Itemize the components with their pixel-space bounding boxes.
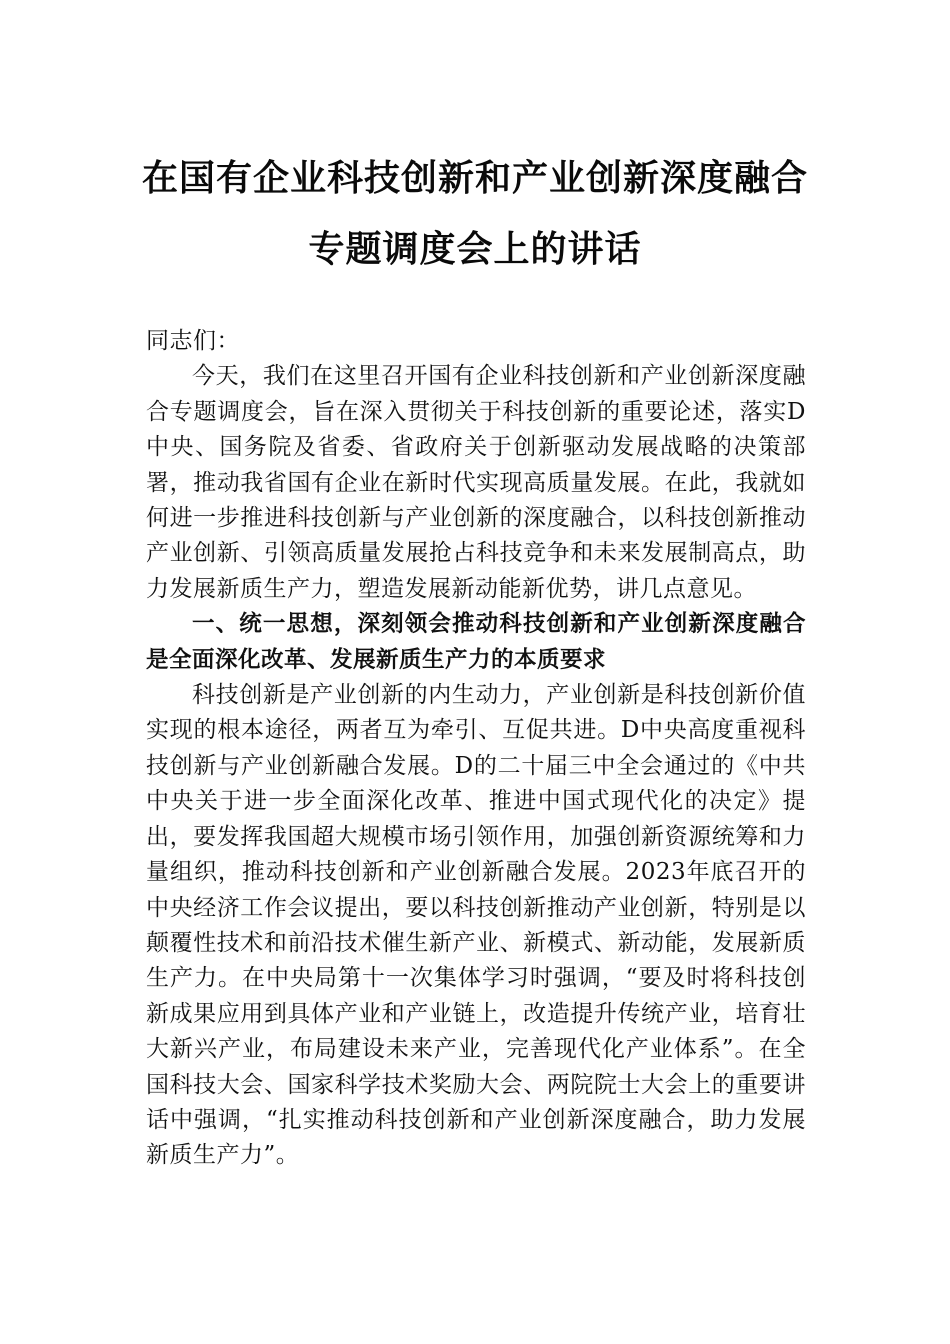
section-heading-1: 一、统一思想，深刻领会推动科技创新和产业创新深度融合是全面深化改革、发展新质生产力的本质要求 (146, 611, 806, 673)
document-body (146, 324, 806, 1174)
title-line-1: 在国有企业科技创新和产业创新深度融合 (141, 157, 808, 199)
intro-paragraph: 今天，我们在这里召开国有企业科技创新和产业创新深度融合专题调度会，旨在深入贯彻关于科技创新的重要论述，落实D中央、国务院及省委、省政府关于创新驱动发展战略的决策部署，推动我省国有企业在新时代实现高质量发展。在此，我就如何进一步推进科技创新与产业创新的深度融合，以科技创新推动产业创新、引领高质量发展抢占科技竞争和未来发展制高点，助力发展新质生产力，塑造发展新动能新优势，讲几点意见。 (146, 363, 806, 602)
title-line-2: 专题调度会上的讲话 (308, 228, 642, 270)
salutation: 同志们： (146, 328, 240, 354)
document-title (0, 157, 950, 270)
section-paragraph-1: 科技创新是产业创新的内生动力，产业创新是科技创新价值实现的根本途径，两者互为牵引、互促共进。D中央高度重视科技创新与产业创新融合发展。D的二十届三中全会通过的《中共中央关于进一步全面深化改革、推进中国式现代化的决定》提出，要发挥我国超大规模市场引领作用，加强创新资源统筹和力量组织，推动科技创新和产业创新融合发展。2023年底召开的中央经济工作会议提出，要以科技创新推动产业创新，特别是以颠覆性技术和前沿技术催生新产业、新模式、新动能，发展新质生产力。在中央局第十一次集体学习时强调，“要及时将科技创新成果应用到具体产业和产业链上，改造提升传统产业，培育壮大新兴产业，布局建设未来产业，完善现代化产业体系”。在全国科技大会、国家科学技术奖励大会、两院院士大会上的重要讲话中强调，“扎实推动科技创新和产业创新深度融合，助力发展新质生产力”。 (146, 682, 806, 1169)
